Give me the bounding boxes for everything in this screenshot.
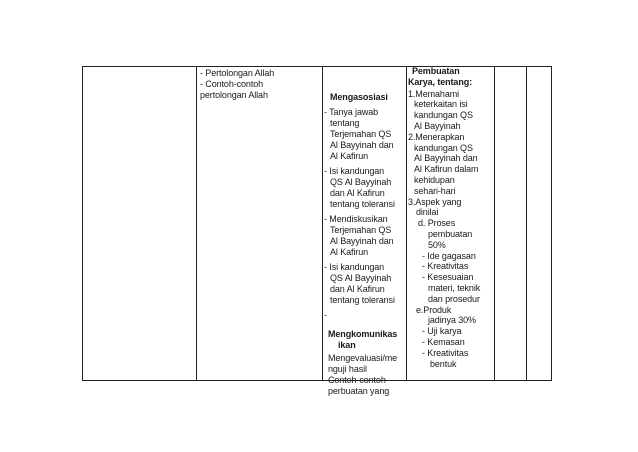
- table-col-border: [406, 66, 407, 380]
- text-line: Al Bayyinah dan: [414, 153, 478, 164]
- text-line: Al Kafirun dalam: [414, 164, 479, 175]
- section-heading: Mengasosiasi: [330, 92, 388, 102]
- text-line: Contoh-contoh: [328, 375, 386, 385]
- text-line: - Kreativitas: [422, 261, 469, 272]
- kegiatan-cell: [324, 92, 406, 397]
- heading-line: Karya, tentang:: [408, 76, 473, 87]
- text-line: dan Al Kafirun: [330, 284, 385, 294]
- text-line: kehidupan: [414, 174, 455, 185]
- text-line: d. Proses: [418, 218, 456, 229]
- text-line: jadinya 30%: [428, 315, 476, 326]
- text-line: - Kemasan: [422, 336, 465, 347]
- text-line: materi, teknik: [428, 282, 481, 293]
- text-line: Al Kafirun: [330, 247, 369, 257]
- heading-line: Mengkomunikas: [328, 329, 398, 339]
- table-col-border: [82, 66, 83, 380]
- table-bottom-border: [82, 380, 552, 381]
- text-line: Al Bayyinah dan: [330, 140, 394, 150]
- text-line: 2.Menerapkan: [408, 131, 465, 142]
- text-line: - Ide gagasan: [422, 250, 476, 261]
- text-line: QS Al Bayyinah: [330, 177, 392, 187]
- text-line: e.Produk: [416, 304, 452, 315]
- list-item: [324, 262, 406, 306]
- text-line: - Isi kandungan: [324, 166, 385, 176]
- text-line: 3.Aspek yang: [408, 196, 462, 207]
- text-line: - Pertolongan Allah: [200, 68, 275, 78]
- text-line: - Kreativitas: [422, 347, 469, 358]
- text-line: dan Al Kafirun: [330, 188, 385, 198]
- text-line: Al Bayyinah dan: [330, 236, 394, 246]
- text-line: tentang toleransi: [330, 199, 395, 209]
- text-line: 1.Memahami: [408, 88, 460, 99]
- text-line: - Kesesuaian: [422, 272, 474, 283]
- text-line: bentuk: [430, 358, 457, 369]
- text-line: - Contoh-contoh: [200, 79, 264, 89]
- text-line: 50%: [428, 239, 446, 250]
- list-item: [324, 107, 406, 162]
- text-line: pertolongan Allah: [200, 90, 268, 100]
- text-line: sehari-hari: [414, 185, 456, 196]
- text-line: Mengevaluasi/me: [328, 353, 398, 363]
- table-col-border: [526, 66, 527, 380]
- text-line: dan prosedur: [428, 293, 480, 304]
- text-line: QS Al Bayyinah: [330, 273, 392, 283]
- text-line: - Uji karya: [422, 326, 462, 337]
- text-line: Al Kafirun: [330, 151, 369, 161]
- text-line: kandungan QS: [414, 110, 473, 121]
- text-line: tentang: [330, 118, 360, 128]
- text-line: dinilai: [416, 207, 439, 218]
- text-line: pembuatan: [428, 228, 473, 239]
- text-line: perbuatan yang: [328, 386, 390, 396]
- text-line: Terjemahan QS: [330, 129, 392, 139]
- list-item: [324, 214, 406, 258]
- section-heading: [324, 329, 406, 351]
- text-line: - Isi kandungan: [324, 262, 385, 272]
- table-col-border: [494, 66, 495, 380]
- heading-line: ikan: [338, 340, 356, 350]
- table-col-border: [551, 66, 552, 380]
- list-item: [324, 166, 406, 210]
- penilaian-cell: [408, 66, 494, 369]
- table-col-border: [322, 66, 323, 380]
- dash-marker: -: [324, 310, 327, 320]
- materi-cell: [200, 68, 320, 101]
- text-line: kandungan QS: [414, 142, 473, 153]
- text-line: tentang toleransi: [330, 295, 395, 305]
- heading-line: Pembuatan: [412, 66, 460, 76]
- text-line: - Mendiskusikan: [324, 214, 388, 224]
- text-line: keterkaitan isi: [414, 99, 468, 110]
- list-item: [324, 353, 406, 397]
- text-line: nguji hasil: [328, 364, 367, 374]
- text-line: Terjemahan QS: [330, 225, 392, 235]
- table-col-border: [196, 66, 197, 380]
- text-line: - Tanya jawab: [324, 107, 379, 117]
- text-line: Al Bayyinah: [414, 120, 461, 131]
